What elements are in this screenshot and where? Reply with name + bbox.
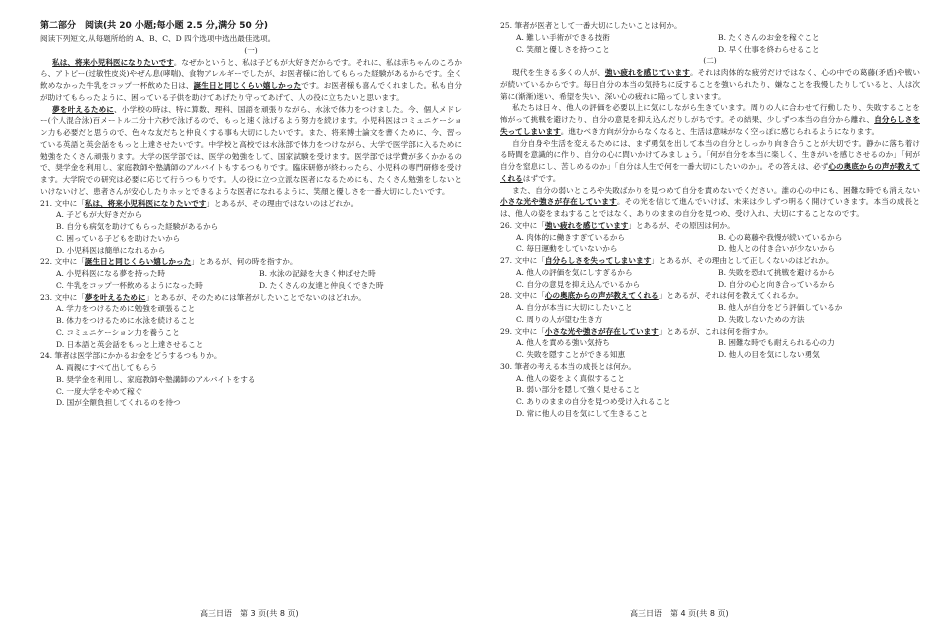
page-footer-right: 高三日语 第 4 页(共 8 页)	[630, 609, 729, 618]
question-24: 24. 筆者は医学部にかかるお金をどうするつもりか。 A. 両親にすべて出してもらう B. 奨学金を利用し、家庭教師や塾講師のアルバイトをする C. 一度大学をやめて稼ぐ D. 国が全額負担してくれるのを待つ	[40, 350, 462, 409]
option: A. 肉体的に働きすぎているから	[516, 232, 626, 242]
option: C. コミュニケーション力を養うこと	[56, 327, 180, 337]
option: A. 難しい手術ができる技術	[516, 32, 610, 42]
option: B. 体力をつけるために水泳を続けること	[56, 316, 196, 325]
option: B. 弱い部分を隠して強く見せること	[516, 385, 641, 395]
option: B. 水泳の記録を大きく伸ばせた時	[259, 269, 376, 278]
passage1-paragraph-1: 私は、将来小児科医になりたいです。なぜかというと、私は子どもが大好きだからです。それに、私は赤ちゃんのころから、アトピー(过敏性皮炎)やぜん息(哮喘)、食物アレルギーでしたが、お医者様に治してもらった経験があるからです。全く飲めなかった牛乳をコップ一杯飲めた日は、誕生日と同じくらい嬉しかったです。お医者様も喜んでくれました。私も自分が助けてもらったように、困っている子供を助けてあげたり守ってあげて、人の役に立ちたいと思います。	[40, 57, 462, 102]
option: D. 自分の心と向き合っているから	[718, 279, 835, 289]
instruction: 阅读下列短文,从每题所给的 A、B、C、D 四个选项中选出最佳选项。	[40, 34, 276, 43]
option: C. 笑顔と優しさを持つこと	[516, 44, 610, 54]
option: B. 自分も病気を助けてもらった経験があるから	[56, 222, 219, 231]
option: C. 一度大学をやめて稼ぐ	[56, 386, 143, 396]
passage-mark-1: (一)	[244, 45, 258, 55]
passage2-paragraph-3: 自分自身や生活を変えるためには、まず勇気を出して本当の自分としっかり向き合うことが大切です。静かに落ち着ける時間を意識的に作り、自分の心に問いかけてみましょう。「何が自分を本当に楽しく、生きがいを感じさせるのか」「何が自分を窒息にし、苦しめるのか」「自分は人生で何を一番大切にしたいのか」。その答えは、必ず心の奥底からの声が教えてくれるはずです。	[500, 138, 920, 183]
option: A. 自分が本当に大切にしたいこと	[516, 303, 633, 312]
option: A. 他人の姿をよく真似すること	[516, 373, 626, 383]
option: A. 他人を責める強い気持ち	[516, 338, 610, 348]
page-footer-left: 高三日语 第 3 页(共 8 页)	[200, 609, 299, 618]
option: C. 毎日運動をしていないから	[516, 244, 618, 254]
question-26: 26. 文中に「強い疲れを感じています」とあるが、その原因は何か。 A. 肉体的に働きすぎているから B. 心の葛藤や我慢が続いているから C. 毎日運動をしていないから D. 他人との付き合いが少ないから	[500, 220, 920, 255]
passage2-paragraph-1: 現代を生きる多くの人が、強い疲れを感じています。それは肉体的な疲労だけではなく、心の中での葛藤(矛盾)や戦いが続いているからです。毎日自分の本当の気持ちに反することを強いられたり、嫌なことを我慢したりしていると、人は次第に(渐渐)迷い、希望を失い、深い心の疲れに陥ってしまいます。	[500, 68, 921, 101]
option: C. 困っている子どもを助けたいから	[56, 233, 181, 243]
option: B. たくさんのお金を稼ぐこと	[718, 32, 820, 42]
option: B. 困難な時でも耐えられる心の力	[718, 338, 835, 348]
option: B. 心の葛藤や我慢が続いているから	[718, 232, 843, 242]
question-29: 29. 文中に「小さな光や強さが存在しています」とあるが、これは何を指すか。 A. 他人を責める強い気持ち B. 困難な時でも耐えられる心の力 C. 失敗を隠すことができる知恵 D. 他人の目を気にしない勇気	[500, 326, 920, 361]
question-22: 22. 文中に「誕生日と同じくらい嬉しかった」とあるが、何の時を指すか。 A. 小児科医になる夢を持った時 B. 水泳の記録を大きく伸ばせた時 C. 牛乳をコップ一杯飲めるようになった時 D. たくさんの友達と仲良くできた時	[40, 256, 462, 291]
section-title: 第二部分 阅读(共 20 小题;每小题 2.5 分,满分 50 分)	[40, 21, 269, 31]
question-27: 27. 文中に「自分らしさを失ってしまいます」とあるが、その理由として正しくないのはどれか。 A. 他人の評価を気にしすぎるから B. 失敗を恐れて挑戦を避けるから C. 自分の意見を抑え込んでいるから D. 自分の心と向き合っているから	[500, 255, 920, 290]
passage1-paragraph-2: 夢を叶えるために、小学校の時は、特に算数、理科、国語を頑張りながら、水泳で体力をつけました。今、個人メドレー(个人混合泳)百メートル二分十六秒で泳げるので、もっと速く泳げるよう努力を続けます。小児科医はコミュニケーション力も必要だと思うので、色々な友だちと仲良くする事も大切にしたいです。また、将来博士論文を書くために、今、習っている英語と英会話をもっと上達させたいです。中学校と高校では水泳部で体力をつけながら、大学で医学部に入るために勉強をたくさん頑張ります。大学の医学部では、医学の勉強をして、国家試験を受けます。医学部では学費が多くかかるので、奨学金を利用し、家庭教師や塾講師のアルバイトもするつもりです。臨床研修が終わったら、小児科の専門研修を受けます。大学院での研究は必要に応じて行うつもりです。人の役に立つ立派な医者になるためにも、たくさん勉強をしないといけないけど、患者さんが安心したりホッとできるような医者になれるように、笑顔と優しさを一番大切にしたいです。	[40, 104, 463, 196]
option: B. 奨学金を利用し、家庭教師や塾講師のアルバイトをする	[56, 374, 256, 384]
option: C. ありのままの自分を見つめ受け入れること	[516, 397, 671, 406]
option: A. 両親にすべて出してもらう	[56, 363, 158, 372]
option: D. 小児科医は簡単になれるから	[56, 245, 166, 255]
question-23: 23. 文中に「夢を叶えるために」とあるが、そのためには筆者がしたいことでないのはどれか。 A. 学力をつけるために勉強を頑張ること B. 体力をつけるために水泳を続けること C. コミュニケーション力を養うこと D. 日本語と英会話をもっと上達させること	[40, 292, 462, 351]
option: A. 子どもが大好きだから	[56, 210, 143, 220]
option: D. 他人の目を気にしない勇気	[718, 350, 820, 359]
question-30: 30. 筆者の考える本当の成長とは何か。 A. 他人の姿をよく真似すること B. 弱い部分を隠して強く見せること C. ありのままの自分を見つめ受け入れること D. 常に他人の目を気にして生きること	[500, 361, 920, 420]
option: C. 牛乳をコップ一杯飲めるようになった時	[56, 280, 203, 290]
option: D. 早く仕事を終わらせること	[718, 44, 820, 54]
option: B. 失敗を恐れて挑戦を避けるから	[718, 267, 835, 277]
right-column	[500, 20, 920, 420]
option: D. 他人との付き合いが少ないから	[718, 244, 835, 254]
option: A. 学力をつけるために勉強を頑張ること	[56, 304, 196, 314]
option: D. 常に他人の目を気にして生きること	[516, 408, 649, 418]
option: A. 他人の評価を気にしすぎるから	[516, 267, 633, 277]
option: D. 日本語と英会話をもっと上達させること	[56, 339, 204, 349]
option: D. 失敗しないための方法	[718, 314, 805, 324]
option: C. 自分の意見を抑え込んでいるから	[516, 279, 641, 289]
passage2-paragraph-2: 私たちは日々、他人の評価を必要以上に気にしながら生きています。周りの人に合わせて行動したり、失敗することを怖がって挑戦を避けたり、自分の意見を抑え込んだりしがちです。その結果、少しずつ本当の自分から離れ、自分らしさを失ってしまいます。進むべき方向が分からなくなると、生活は意味がなく空っぽに感じられるようになります。	[500, 103, 920, 136]
passage-mark-2: (二)	[703, 56, 717, 66]
passage2-paragraph-4: また、自分の弱いところや失敗ばかりを見つめて自分を責めないでください。誰の心の中にも、困難な時でも消えない小さな光や強さが存在しています。その光を信じて進んでいけば、未来は少しずつ明るく開けていきます。本当の成長とは、他人の姿をまねすることではなく、ありのままの自分を見つめ、受け入れ、大切にすることなのです。	[500, 185, 920, 218]
question-25: 25. 筆者が医者として一番大切にしたいことは何か。 A. 難しい手術ができる技術 B. たくさんのお金を稼ぐこと C. 笑顔と優しさを持つこと D. 早く仕事を終わらせること	[500, 20, 920, 55]
option: B. 他人が自分をどう評価しているか	[718, 303, 843, 312]
option: D. たくさんの友達と仲良くできた時	[259, 280, 384, 290]
left-column	[40, 20, 462, 409]
option: D. 国が全額負担してくれるのを待つ	[56, 398, 181, 408]
option: C. 周りの人が望む生き方	[516, 314, 603, 324]
option: C. 失敗を隠すことができる知恵	[516, 350, 626, 359]
question-28: 28. 文中に「心の奥底からの声が教えてくれる」とあるが、それは何を教えてくれるか。 A. 自分が本当に大切にしたいこと B. 他人が自分をどう評価しているか C. 周りの人が望む生き方 D. 失敗しないための方法	[500, 290, 920, 325]
question-21: 21. 文中に「私は、将来小児科医になりたいです」とあるが、その理由ではないのはどれか。 A. 子どもが大好きだから B. 自分も病気を助けてもらった経験があるから C. 困っている子どもを助けたいから D. 小児科医は簡単になれるから	[40, 198, 462, 257]
option: A. 小児科医になる夢を持った時	[56, 269, 166, 278]
